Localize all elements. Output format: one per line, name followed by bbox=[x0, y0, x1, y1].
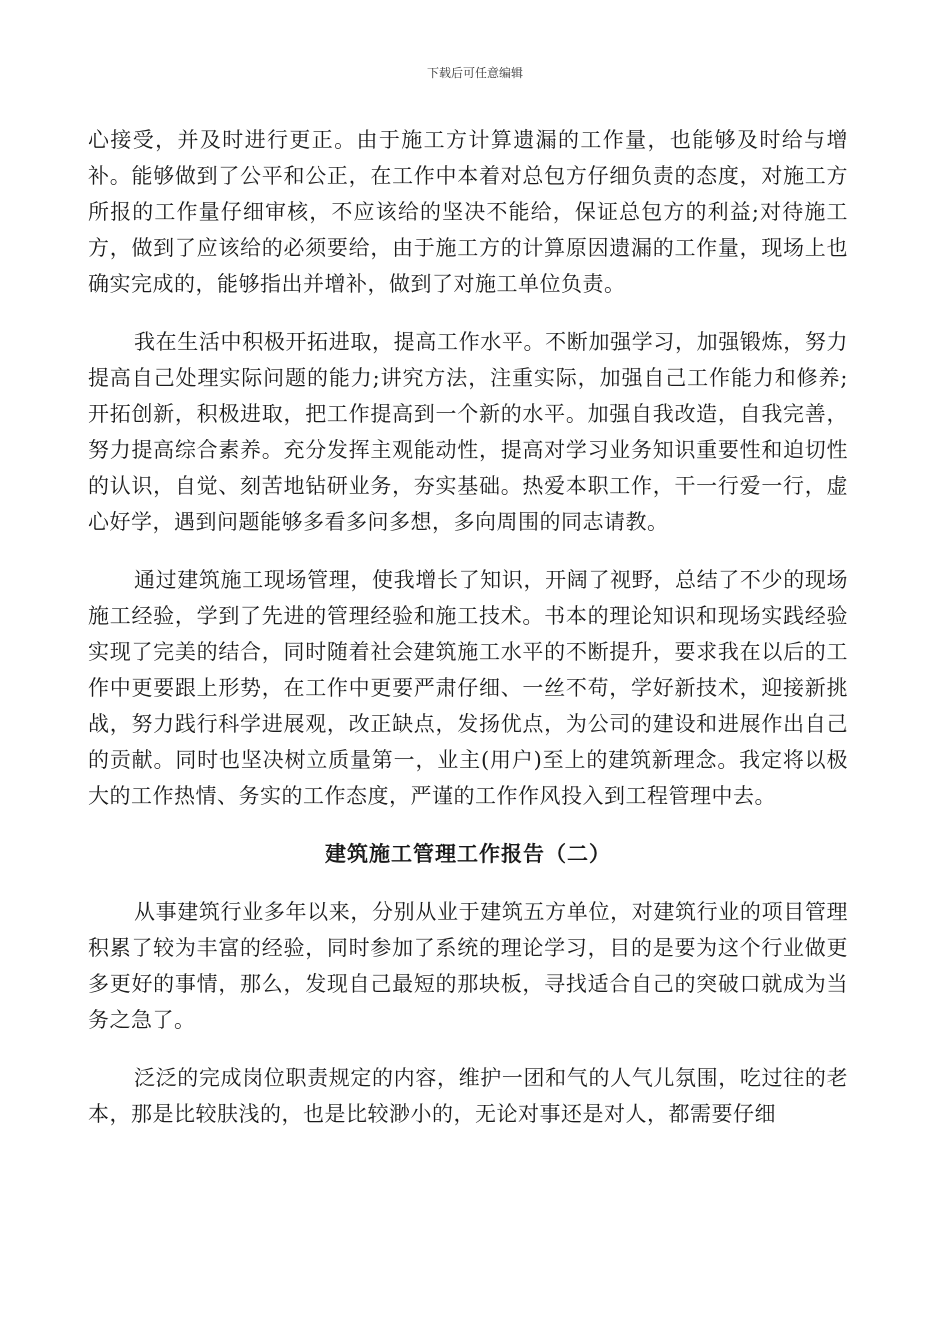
paragraph-gap bbox=[88, 872, 848, 894]
paragraph-self-improvement: 我在生活中积极开拓进取，提高工作水平。不断加强学习，加强锻炼，努力提高自己处理实际问题的能力;讲究方法，注重实际，加强自己工作能力和修养;开拓创新，积极进取，把工作提高到一个新的水平。加强自我改造，自我完善，努力提高综合素养。充分发挥主观能动性，提高对学习业务知识重要性和迫切性的认识，自觉、刻苦地钻研业务，夯实基础。热爱本职工作，干一行爱一行，虚心好学，遇到问题能够多看多问多想，多向周围的同志请教。 bbox=[88, 330, 848, 534]
section-title: 建筑施工管理工作报告（二） bbox=[325, 842, 611, 866]
page-header-note: 下载后可任意编辑 bbox=[426, 66, 523, 80]
paragraph-site-management: 通过建筑施工现场管理，使我增长了知识，开阔了视野，总结了不少的现场施工经验，学到了先进的管理经验和施工技术。书本的理论知识和现场实践经验实现了完美的结合，同时随着社会建筑施工水平的不断提升，要求我在以后的工作中更要跟上形势，在工作中更要严肃仔细、一丝不苟，学好新技术，迎接新挑战，努力践行科学进展观，改正缺点，发扬优点，为公司的建设和进展作出自己的贡献。同时也坚决树立质量第一，业主(用户)至上的建筑新理念。我定将以极大的工作热情、务实的工作态度，严谨的工作作风投入到工程管理中去。 bbox=[88, 568, 848, 808]
paragraph-gap bbox=[88, 302, 848, 324]
document-body bbox=[88, 122, 848, 1132]
paragraph-continued: 心接受，并及时进行更正。由于施工方计算遗漏的工作量，也能够及时给与增补。能够做到了公平和公正，在工作中本着对总包方仔细负责的态度，对施工方所报的工作量仔细审核，不应该给的坚决不能给，保证总包方的利益;对待施工方，做到了应该给的必须要给，由于施工方的计算原因遗漏的工作量，现场上也确实完成的，能够指出并增补，做到了对施工单位负责。 bbox=[88, 128, 848, 296]
paragraph-gap bbox=[88, 814, 848, 836]
paragraph-experience: 从事建筑行业多年以来，分别从业于建筑五方单位，对建筑行业的项目管理积累了较为丰富的经验，同时参加了系统的理论学习，目的是要为这个行业做更多更好的事情，那么，发现自己最短的那块板，寻找适合自己的突破口就成为当务之急了。 bbox=[88, 900, 848, 1032]
paragraph-gap bbox=[88, 1038, 848, 1060]
paragraph-gap bbox=[88, 540, 848, 562]
paragraph-duties: 泛泛的完成岗位职责规定的内容，维护一团和气的人气儿氛围，吃过往的老本，那是比较肤浅的，也是比较渺小的，无论对事还是对人，都需要仔细 bbox=[88, 1066, 848, 1126]
